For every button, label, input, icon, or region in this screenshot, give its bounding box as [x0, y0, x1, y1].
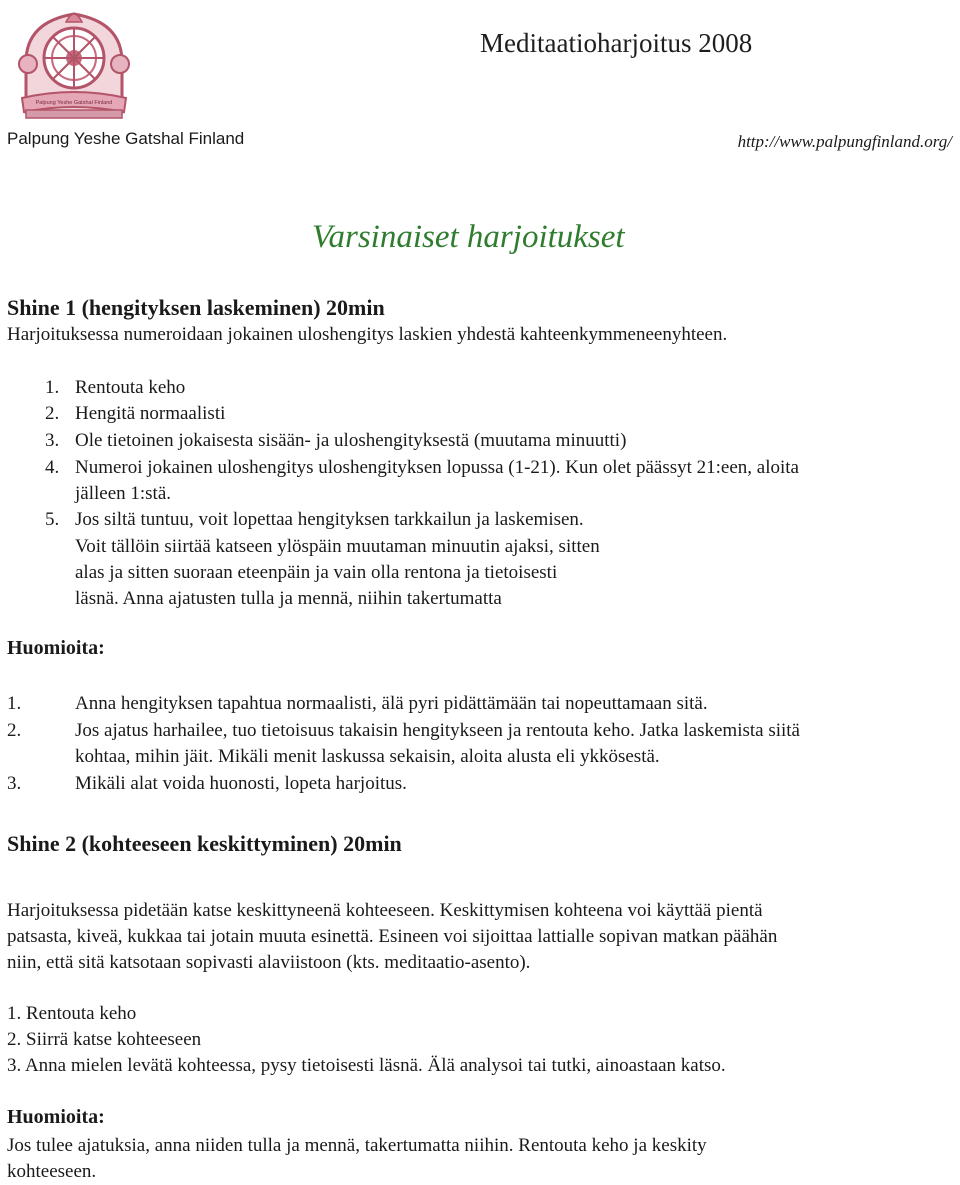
shine2-intro-line: niin, että sitä katsotaan sopivasti alaviistoon (kts. meditaatio-asento). — [7, 952, 531, 973]
shine1-heading: Shine 1 (hengityksen laskeminen) 20min — [7, 295, 385, 320]
shine2-note-line: kohteeseen. — [7, 1161, 97, 1182]
organization-name: Palpung Yeshe Gatshal Finland — [7, 129, 245, 148]
shine1-notes-heading: Huomioita: — [7, 637, 105, 659]
shine1-intro: Harjoituksessa numeroidaan jokainen uloshengitys laskien yhdestä kahteenkymmeneenyhteen. — [7, 324, 728, 345]
shine2-step: 1. Rentouta keho — [7, 1003, 137, 1024]
shine1-step: läsnä. Anna ajatusten tulla ja mennä, niihin takertumatta — [75, 588, 502, 609]
shine2-intro-line: Harjoituksessa pidetään katse keskittyneenä kohteeseen. Keskittymisen kohteena voi käyttää pientä — [7, 900, 763, 921]
shine2-step: 2. Siirrä katse kohteeseen — [7, 1029, 202, 1050]
section-title: Varsinaiset harjoitukset — [312, 219, 625, 255]
shine2-heading: Shine 2 (kohteeseen keskittyminen) 20min — [7, 831, 402, 856]
svg-text:Palpung Yeshe Gatshal Finland: Palpung Yeshe Gatshal Finland — [35, 100, 113, 106]
document-title: Meditaatioharjoitus 2008 — [480, 28, 753, 58]
palpung-logo — [6, 2, 142, 122]
shine2-intro-line: patsasta, kiveä, kukkaa tai jotain muuta esinettä. Esineen voi sijoittaa lattialle sopivan matkan päähän — [7, 926, 778, 947]
organization-url-link[interactable]: http://www.palpungfinland.org/ — [737, 132, 952, 151]
shine2-note-line: Jos tulee ajatuksia, anna niiden tulla ja mennä, takertumatta niihin. Rentouta keho ja keskity — [7, 1135, 707, 1156]
shine2-step: 3. Anna mielen levätä kohteessa, pysy tietoisesti läsnä. Älä analysoi tai tutki, ainoastaan katso. — [7, 1055, 726, 1076]
shine2-notes-heading: Huomioita: — [7, 1106, 105, 1128]
